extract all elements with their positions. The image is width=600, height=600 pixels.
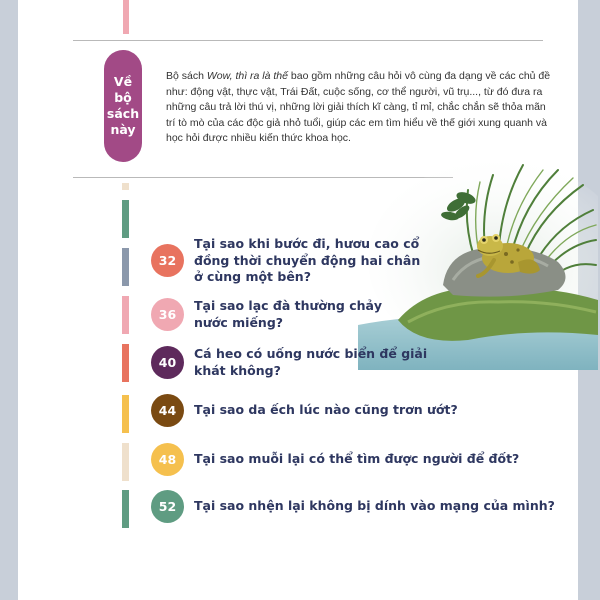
toc-question	[194, 451, 519, 468]
about-label-line: bộ	[114, 90, 132, 105]
question-line: đồng thời chuyển động hai chân	[194, 252, 421, 268]
page-number-badge: 44	[151, 394, 184, 427]
question-line: Cá heo có uống nước biển để giải	[194, 346, 428, 361]
toc-question	[194, 346, 427, 379]
toc-entry[interactable]	[151, 443, 519, 476]
color-bar	[122, 296, 129, 334]
page-number-badge: 32	[151, 244, 184, 277]
top-divider	[73, 40, 543, 41]
page-number-badge: 36	[151, 298, 184, 331]
page-number-badge: 40	[151, 346, 184, 379]
question-line: nước miếng?	[194, 314, 284, 330]
color-bar	[122, 395, 129, 433]
question-line: Tại sao lạc đà thường chảy	[194, 298, 383, 313]
book-series-title: Wow, thì ra là thế	[206, 70, 288, 82]
toc-entry[interactable]	[151, 346, 427, 379]
about-book-description	[166, 69, 552, 147]
about-label-line: Về	[113, 74, 133, 89]
left-margin	[0, 0, 18, 600]
color-bar	[122, 344, 129, 382]
description-text: bao gồm những câu hỏi vô cùng đa dạng về các chủ đề như: động vật, thực vật, Trái Đất, cuộc sống, cơ thể người, vũ trụ..., từ đó đưa ra những câu trả lời thú vị, những lời giải thích kĩ càng, tỉ mỉ, chắc chắn sẽ thỏa mãn trí tò mò của các độc giả nhỏ tuổi, giúp các em tìm hiểu về thế giới xung quanh và học hỏi được nhiều kiến thức khoa học.	[166, 70, 551, 144]
color-bar	[122, 183, 129, 190]
page-number-badge: 48	[151, 443, 184, 476]
question-line: khát không?	[194, 362, 281, 378]
toc-entry[interactable]	[151, 490, 555, 523]
about-label-line: này	[110, 122, 136, 137]
page-number-badge: 52	[151, 490, 184, 523]
toc-question	[194, 236, 420, 286]
color-bar	[122, 490, 129, 528]
toc-entry[interactable]	[151, 236, 420, 286]
question-line: ở cùng một bên?	[194, 269, 311, 284]
book-page	[18, 0, 578, 600]
color-bar	[122, 443, 129, 481]
toc-entry[interactable]	[151, 394, 458, 427]
question-line: Tại sao da ếch lúc nào cũng trơn ướt?	[194, 402, 458, 418]
toc-entry[interactable]	[151, 298, 382, 331]
description-text: Bộ sách	[166, 70, 207, 82]
question-line: Tại sao khi bước đi, hươu cao cổ	[194, 236, 420, 251]
question-line: Tại sao nhện lại không bị dính vào mạng của mình?	[194, 498, 555, 514]
toc-question	[194, 298, 382, 331]
about-label-line: sách	[106, 106, 140, 121]
question-line: Tại sao muỗi lại có thể tìm được người để đốt?	[194, 451, 520, 467]
color-bar	[122, 200, 129, 238]
top-color-bar	[123, 0, 129, 34]
about-book-label	[104, 50, 142, 162]
color-bar	[122, 248, 129, 286]
toc-question	[194, 498, 555, 515]
toc-question	[194, 402, 458, 419]
